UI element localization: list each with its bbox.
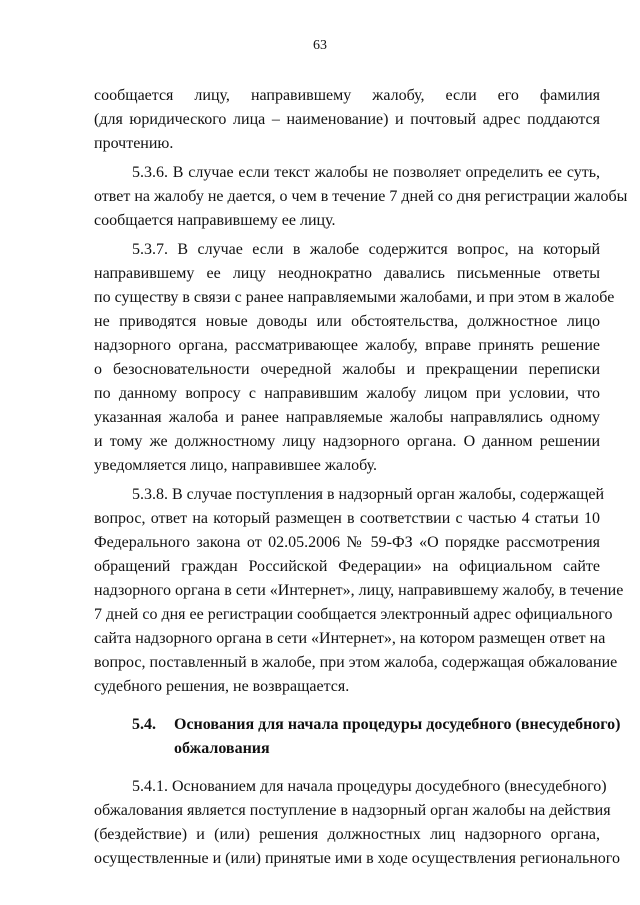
paragraph-continuation [94, 84, 600, 156]
text-line: осуществленные и (или) принятые ими в ходе осуществления регионального [94, 850, 620, 867]
text-line: по существу в связи с ранее направляемыми жалобами, и при этом в жалобе [94, 289, 615, 306]
section-title-line: Основания для начала процедуры досудебного (внесудебного) [174, 716, 621, 733]
paragraph-5-3-7 [94, 238, 615, 478]
text-line: надзорного органа, рассматривающее жалобу, вправе принять решение [94, 337, 600, 354]
text-line: уведомляется лицо, направившее жалобу. [94, 457, 378, 474]
text-line: надзорного органа в сети «Интернет», лицу, направившему жалобу, в течение [94, 582, 624, 599]
section-title [174, 713, 621, 761]
text-line: Федерального закона от 02.05.2006 № 59-ФЗ «О порядке рассмотрения [94, 534, 600, 551]
text-line: 7 дней со дня ее регистрации сообщается электронный адрес официального [94, 606, 613, 623]
paragraph-5-3-6 [94, 161, 628, 233]
paragraph-5-3-8 [94, 483, 624, 699]
text-line: о безосновательности очередной жалобы и прекращении переписки [94, 361, 600, 378]
text-line: (для юридического лица – наименование) и почтовый адрес поддаются [94, 111, 600, 128]
text-line: и тому же должностному лицу надзорного органа. О данном решении [94, 433, 600, 450]
text-line: по данному вопросу с направившим жалобу лицом при условии, что [94, 385, 600, 402]
section-heading-5-4 [94, 713, 621, 761]
text-line: судебного решения, не возвращается. [94, 678, 350, 695]
text-line: вопрос, поставленный в жалобе, при этом жалоба, содержащая обжалование [94, 654, 618, 671]
text-line: (бездействие) и (или) решения должностных лиц надзорного органа, [94, 826, 600, 843]
text-line: 5.3.6. В случае если текст жалобы не позволяет определить ее суть, [132, 164, 600, 181]
text-line: ответ на жалобу не дается, о чем в течение 7 дней со дня регистрации жалобы [94, 188, 628, 205]
text-line: направившему ее лицу неоднократно давались письменные ответы [94, 265, 600, 282]
paragraph-5-4-1 [94, 775, 620, 871]
text-line: обращений граждан Российской Федерации» на официальном сайте [94, 558, 600, 575]
page-number: 63 [313, 38, 327, 53]
text-line: прочтению. [94, 135, 174, 152]
text-line: 5.3.7. В случае если в жалобе содержится вопрос, на который [132, 241, 600, 258]
text-line: 5.4.1. Основанием для начала процедуры досудебного (внесудебного) [132, 778, 607, 795]
text-line: сообщается лицу, направившему жалобу, если его фамилия [94, 87, 600, 104]
section-title-line: обжалования [174, 740, 270, 757]
text-line: обжалования является поступление в надзорный орган жалобы на действия [94, 802, 611, 819]
text-line: сайта надзорного органа в сети «Интернет», на котором размещен ответ на [94, 630, 606, 647]
text-line: вопрос, ответ на который размещен в соответствии с частью 4 статьи 10 [94, 510, 600, 527]
text-line: 5.3.8. В случае поступления в надзорный орган жалобы, содержащей [132, 486, 605, 503]
document-body [94, 84, 628, 871]
section-number: 5.4. [132, 716, 156, 733]
text-line: не приводятся новые доводы или обстоятельства, должностное лицо [94, 313, 600, 330]
text-line: сообщается направившему ее лицу. [94, 212, 336, 229]
text-line: указанная жалоба и ранее направляемые жалобы направлялись одному [94, 409, 600, 426]
